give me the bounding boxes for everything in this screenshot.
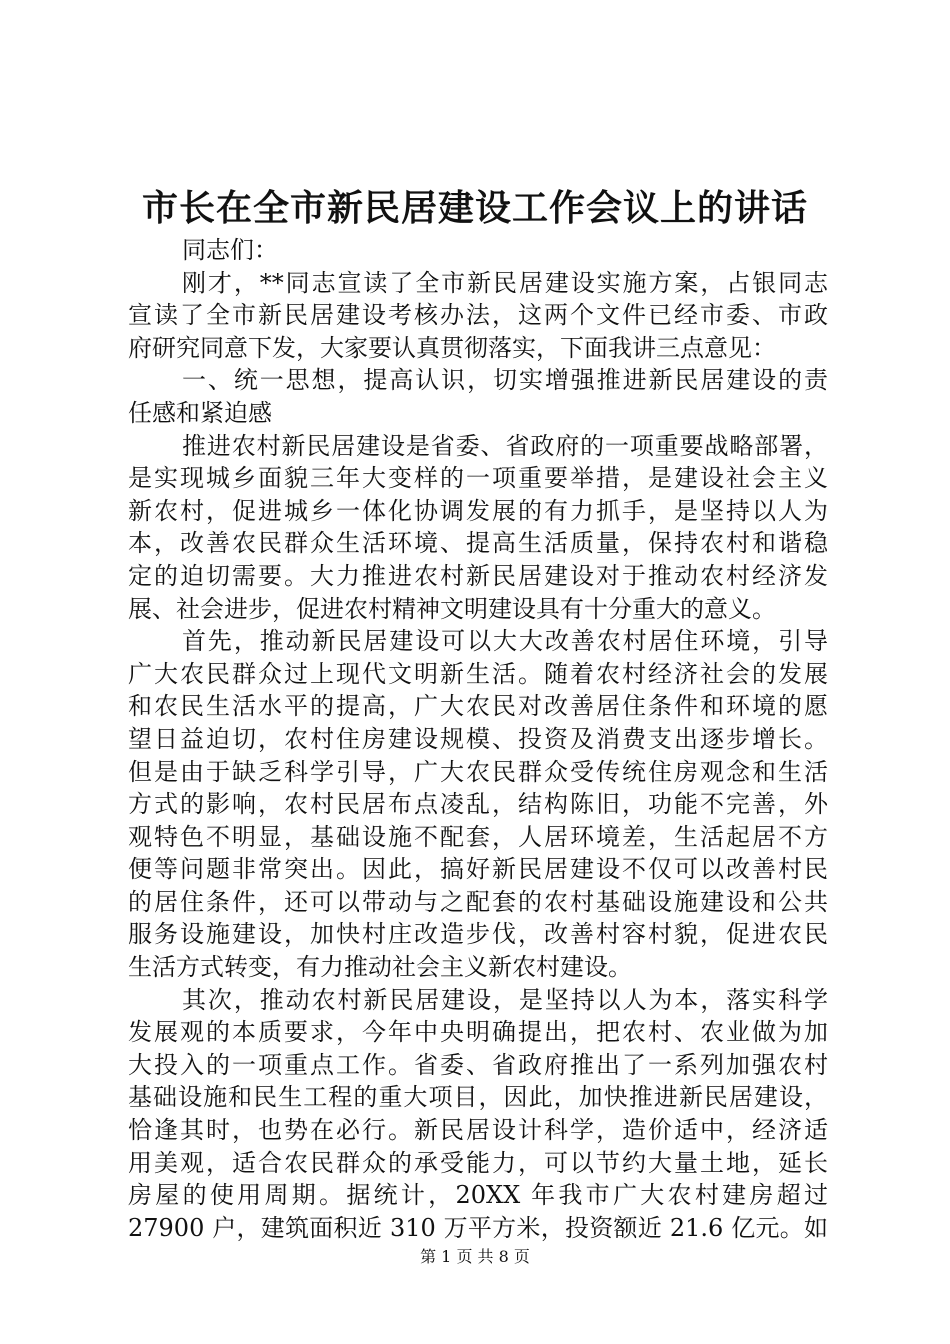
text-line: 方式的影响，农村民居布点凌乱，结构陈旧，功能不完善，外 — [128, 790, 828, 819]
text-line: 的居住条件，还可以带动与之配套的农村基础设施建设和公共 — [128, 887, 828, 916]
section-heading-line: 任感和紧迫感 — [128, 398, 272, 427]
text-line: 府研究同意下发，大家要认真贯彻落实，下面我讲三点意见： — [128, 333, 776, 362]
section-heading-line: 一、统一思想，提高认识，切实增强推进新民居建设的责 — [182, 366, 828, 395]
text-line: 27900 户，建筑面积近 310 万平方米，投资额近 21.6 亿元。如 — [128, 1213, 828, 1242]
page-number-footer: 第 1 页 共 8 页 — [420, 1247, 530, 1266]
text-line: 房屋的使用周期。据统计，20XX 年我市广大农村建房超过 — [128, 1181, 828, 1210]
text-line: 本，改善农民群众生活环境、提高生活质量，保持农村和谐稳 — [128, 529, 828, 558]
text-line: 同志们： — [182, 236, 278, 264]
text-line: 望日益迫切，农村住房建设规模、投资及消费支出逐步增长。 — [128, 724, 828, 753]
text-line: 但是由于缺乏科学引导，广大农民群众受传统住房观念和生活 — [128, 757, 828, 786]
document-body — [128, 234, 828, 1244]
text-line: 便等问题非常突出。因此，搞好新民居建设不仅可以改善村民 — [128, 855, 828, 884]
text-line: 广大农民群众过上现代文明新生活。随着农村经济社会的发展 — [128, 659, 828, 688]
text-line: 用美观，适合农民群众的承受能力，可以节约大量土地，延长 — [128, 1148, 828, 1177]
text-line: 定的迫切需要。大力推进农村新民居建设对于推动农村经济发 — [128, 561, 828, 590]
document-title: 市长在全市新民居建设工作会议上的讲话 — [141, 187, 808, 229]
text-line: 展、社会进步，促进农村精神文明建设具有十分重大的意义。 — [128, 594, 776, 623]
text-line: 生活方式转变，有力推动社会主义新农村建设。 — [128, 953, 632, 982]
text-line: 和农民生活水平的提高，广大农民对改善居住条件和环境的愿 — [128, 692, 828, 721]
text-line: 大投入的一项重点工作。省委、省政府推出了一系列加强农村 — [128, 1050, 828, 1079]
text-line: 其次，推动农村新民居建设，是坚持以人为本，落实科学 — [182, 985, 828, 1014]
text-line: 刚才，**同志宣读了全市新民居建设实施方案，占银同志 — [182, 268, 828, 297]
text-line: 观特色不明显，基础设施不配套，人居环境差，生活起居不方 — [128, 822, 828, 851]
text-line: 基础设施和民生工程的重大项目，因此，加快推进新民居建设， — [128, 1083, 828, 1112]
text-line: 宣读了全市新民居建设考核办法，这两个文件已经市委、市政 — [128, 301, 828, 330]
text-line: 服务设施建设，加快村庄改造步伐，改善村容村貌，促进农民 — [128, 920, 828, 949]
text-line: 是实现城乡面貌三年大变样的一项重要举措，是建设社会主义 — [128, 464, 828, 493]
text-line: 首先，推动新民居建设可以大大改善农村居住环境，引导 — [182, 627, 828, 656]
text-line: 恰逢其时，也势在必行。新民居设计科学，造价适中，经济适 — [128, 1116, 828, 1145]
text-line: 推进农村新民居建设是省委、省政府的一项重要战略部署， — [182, 431, 828, 460]
text-line: 新农村，促进城乡一体化协调发展的有力抓手，是坚持以人为 — [128, 496, 828, 525]
text-line: 发展观的本质要求，今年中央明确提出，把农村、农业做为加 — [128, 1018, 828, 1047]
